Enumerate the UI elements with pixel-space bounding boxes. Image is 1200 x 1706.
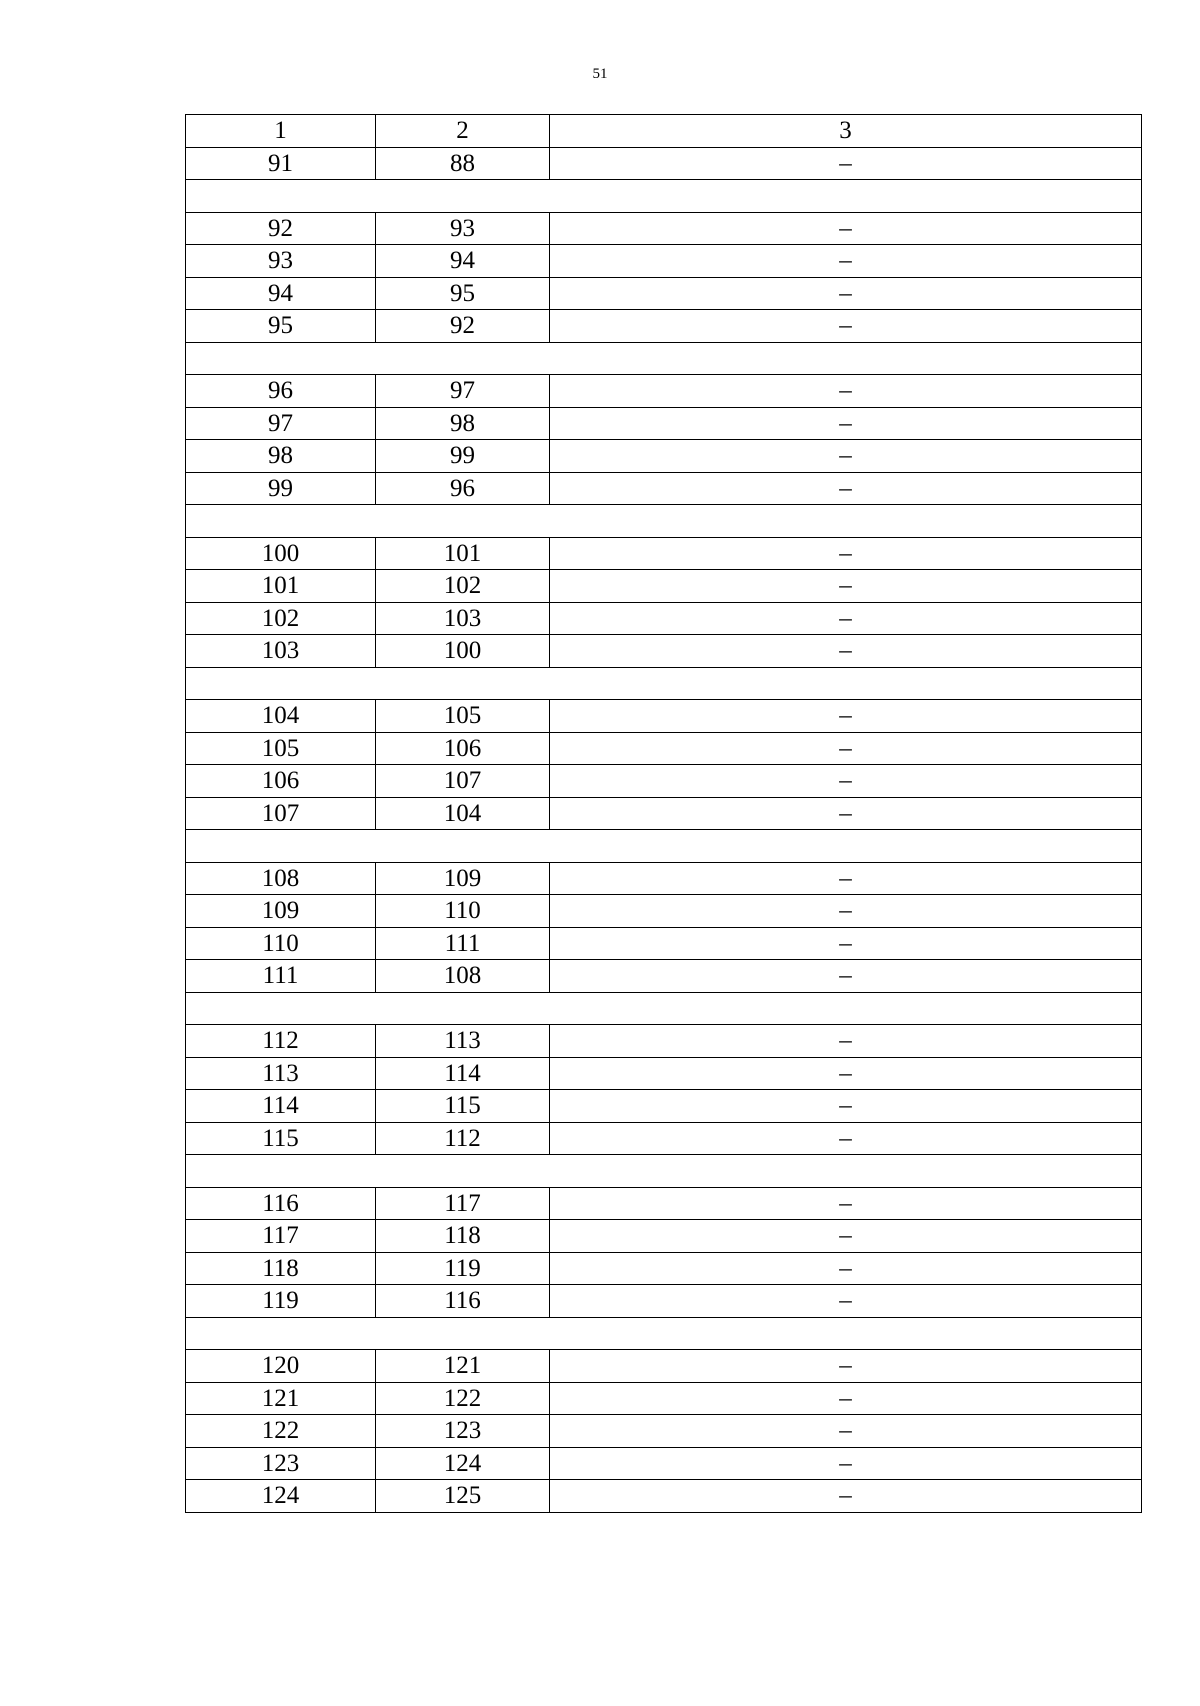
table-cell-col3: –: [550, 310, 1142, 343]
table-cell-col2: 94: [376, 245, 550, 278]
table-cell-col3: –: [550, 1382, 1142, 1415]
table-cell-col2: 97: [376, 375, 550, 408]
table-row: [186, 537, 1142, 570]
table-cell-col1: 97: [186, 407, 376, 440]
table-cell-col1: 121: [186, 1382, 376, 1415]
table-cell-col1: 91: [186, 147, 376, 180]
table-row: [186, 1187, 1142, 1220]
table-cell-col1: 98: [186, 440, 376, 473]
table-cell-col2: 121: [376, 1350, 550, 1383]
group-separator-row: [186, 342, 1142, 375]
table-row: [186, 1480, 1142, 1513]
table-row: [186, 1382, 1142, 1415]
table-cell-col3: –: [550, 1220, 1142, 1253]
table-row: [186, 440, 1142, 473]
table-row: [186, 635, 1142, 668]
table-cell-col3: –: [550, 407, 1142, 440]
table-cell-col2: 112: [376, 1122, 550, 1155]
table-cell-col1: 106: [186, 765, 376, 798]
table-cell-col2: 95: [376, 277, 550, 310]
table-row: [186, 960, 1142, 993]
table-cell-col3: –: [550, 375, 1142, 408]
table-cell-col2: 119: [376, 1252, 550, 1285]
header-cell: 3: [550, 115, 1142, 148]
table-cell-col1: 103: [186, 635, 376, 668]
table-cell-col3: –: [550, 635, 1142, 668]
table-cell-col2: 105: [376, 700, 550, 733]
table-cell-col3: –: [550, 1285, 1142, 1318]
table-cell-col2: 117: [376, 1187, 550, 1220]
table-row: [186, 765, 1142, 798]
table-cell-col3: –: [550, 765, 1142, 798]
table-cell-col3: –: [550, 1447, 1142, 1480]
table-cell-col3: –: [550, 472, 1142, 505]
table-cell-col1: 123: [186, 1447, 376, 1480]
table-cell-col3: –: [550, 1252, 1142, 1285]
table-row: [186, 472, 1142, 505]
table-cell-col3: –: [550, 537, 1142, 570]
empty-separator-cell: [186, 505, 1142, 538]
table-cell-col3: –: [550, 895, 1142, 928]
table-row: [186, 407, 1142, 440]
table-cell-col2: 101: [376, 537, 550, 570]
table-cell-col2: 118: [376, 1220, 550, 1253]
table-cell-col3: –: [550, 212, 1142, 245]
group-separator-row: [186, 667, 1142, 700]
table-cell-col2: 115: [376, 1090, 550, 1123]
table-cell-col1: 107: [186, 797, 376, 830]
table-row: [186, 927, 1142, 960]
table-row: [186, 1415, 1142, 1448]
table-cell-col1: 118: [186, 1252, 376, 1285]
empty-separator-cell: [186, 342, 1142, 375]
table-row: [186, 862, 1142, 895]
table-cell-col2: 109: [376, 862, 550, 895]
table-row: [186, 245, 1142, 278]
table-cell-col1: 124: [186, 1480, 376, 1513]
table-cell-col3: –: [550, 927, 1142, 960]
table-row: [186, 732, 1142, 765]
table-row: [186, 147, 1142, 180]
table-row: [186, 1285, 1142, 1318]
table-cell-col2: 99: [376, 440, 550, 473]
table-cell-col1: 113: [186, 1057, 376, 1090]
table-cell-col3: –: [550, 862, 1142, 895]
table-cell-col1: 112: [186, 1025, 376, 1058]
table-row: [186, 277, 1142, 310]
table-cell-col3: –: [550, 1025, 1142, 1058]
table-cell-col3: –: [550, 1415, 1142, 1448]
group-separator-row: [186, 180, 1142, 213]
table-cell-col3: –: [550, 797, 1142, 830]
empty-separator-cell: [186, 667, 1142, 700]
table-cell-col1: 115: [186, 1122, 376, 1155]
table-header-row: [186, 115, 1142, 148]
table-row: [186, 375, 1142, 408]
table-cell-col1: 95: [186, 310, 376, 343]
table-row: [186, 797, 1142, 830]
table-cell-col2: 92: [376, 310, 550, 343]
empty-separator-cell: [186, 1155, 1142, 1188]
table-cell-col1: 102: [186, 602, 376, 635]
table-cell-col3: –: [550, 1122, 1142, 1155]
table-cell-col3: –: [550, 1350, 1142, 1383]
table-cell-col2: 114: [376, 1057, 550, 1090]
table-cell-col2: 98: [376, 407, 550, 440]
table-cell-col2: 93: [376, 212, 550, 245]
table-cell-col3: –: [550, 1090, 1142, 1123]
table-row: [186, 1090, 1142, 1123]
table-row: [186, 1447, 1142, 1480]
table-row: [186, 700, 1142, 733]
table-cell-col2: 122: [376, 1382, 550, 1415]
table-cell-col2: 124: [376, 1447, 550, 1480]
table-row: [186, 570, 1142, 603]
table-cell-col2: 104: [376, 797, 550, 830]
header-cell: 1: [186, 115, 376, 148]
group-separator-row: [186, 505, 1142, 538]
table-cell-col1: 92: [186, 212, 376, 245]
table-cell-col1: 114: [186, 1090, 376, 1123]
table-cell-col3: –: [550, 277, 1142, 310]
table-cell-col1: 104: [186, 700, 376, 733]
table-row: [186, 1350, 1142, 1383]
empty-separator-cell: [186, 180, 1142, 213]
table-row: [186, 1122, 1142, 1155]
table-cell-col2: 100: [376, 635, 550, 668]
table-row: [186, 310, 1142, 343]
table-cell-col3: –: [550, 1480, 1142, 1513]
table-row: [186, 602, 1142, 635]
table-cell-col1: 105: [186, 732, 376, 765]
table-cell-col2: 123: [376, 1415, 550, 1448]
table-cell-col3: –: [550, 440, 1142, 473]
table-cell-col2: 116: [376, 1285, 550, 1318]
table-cell-col3: –: [550, 570, 1142, 603]
table-cell-col2: 106: [376, 732, 550, 765]
header-cell: 2: [376, 115, 550, 148]
table-cell-col3: –: [550, 1187, 1142, 1220]
table-body: [186, 115, 1142, 1513]
table-cell-col1: 101: [186, 570, 376, 603]
table-row: [186, 1025, 1142, 1058]
table-cell-col1: 110: [186, 927, 376, 960]
table-cell-col2: 111: [376, 927, 550, 960]
table-cell-col2: 103: [376, 602, 550, 635]
table-cell-col1: 96: [186, 375, 376, 408]
table-cell-col1: 100: [186, 537, 376, 570]
table-cell-col3: –: [550, 1057, 1142, 1090]
table-cell-col1: 117: [186, 1220, 376, 1253]
table-row: [186, 1220, 1142, 1253]
table-cell-col2: 88: [376, 147, 550, 180]
table-cell-col3: –: [550, 147, 1142, 180]
table-cell-col3: –: [550, 602, 1142, 635]
group-separator-row: [186, 992, 1142, 1025]
table-cell-col3: –: [550, 732, 1142, 765]
empty-separator-cell: [186, 992, 1142, 1025]
table-cell-col2: 125: [376, 1480, 550, 1513]
table-cell-col1: 108: [186, 862, 376, 895]
table-cell-col1: 119: [186, 1285, 376, 1318]
table-cell-col1: 120: [186, 1350, 376, 1383]
group-separator-row: [186, 1155, 1142, 1188]
table-cell-col1: 111: [186, 960, 376, 993]
table-cell-col3: –: [550, 960, 1142, 993]
table-cell-col2: 110: [376, 895, 550, 928]
group-separator-row: [186, 830, 1142, 863]
table-cell-col2: 108: [376, 960, 550, 993]
table-cell-col2: 102: [376, 570, 550, 603]
data-table: [185, 114, 1142, 1513]
table-cell-col3: –: [550, 245, 1142, 278]
table-row: [186, 1057, 1142, 1090]
table-cell-col2: 113: [376, 1025, 550, 1058]
table-cell-col1: 99: [186, 472, 376, 505]
table-cell-col1: 116: [186, 1187, 376, 1220]
group-separator-row: [186, 1317, 1142, 1350]
table-cell-col1: 109: [186, 895, 376, 928]
empty-separator-cell: [186, 830, 1142, 863]
table-cell-col1: 122: [186, 1415, 376, 1448]
table-row: [186, 895, 1142, 928]
page-number: 51: [592, 66, 608, 82]
table-cell-col1: 94: [186, 277, 376, 310]
table-cell-col3: –: [550, 700, 1142, 733]
table-cell-col2: 107: [376, 765, 550, 798]
table-cell-col2: 96: [376, 472, 550, 505]
table-row: [186, 1252, 1142, 1285]
table-row: [186, 212, 1142, 245]
table-cell-col1: 93: [186, 245, 376, 278]
empty-separator-cell: [186, 1317, 1142, 1350]
